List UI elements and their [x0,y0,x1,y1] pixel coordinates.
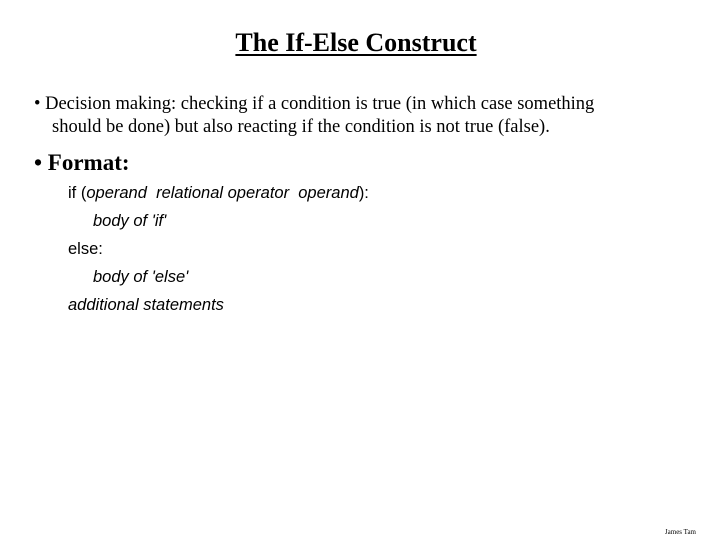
code-if-line [68,184,369,203]
bullet-text-line1: • Decision making: checking if a condition is true (in which case something [34,94,595,114]
footer-author: James Tam [664,528,696,536]
code-body-if: body of 'if' [93,212,167,230]
code-additional-statements: additional statements [68,296,224,314]
code-operand-1: operand [86,184,147,202]
code-else-line: else: [68,240,103,258]
code-operand-2: operand [298,184,359,202]
slide-title: The If-Else Construct [235,28,477,57]
code-if-keyword: if ( [68,184,87,202]
bullet-format: • Format: [34,150,130,175]
code-body-else: body of 'else' [93,268,189,286]
bullet-text-line2: should be done) but also reacting if the condition is not true (false). [52,117,550,137]
code-if-close: ): [358,184,369,202]
code-relational-operator: relational operator [156,184,290,202]
bullet-decision-making [34,93,674,139]
